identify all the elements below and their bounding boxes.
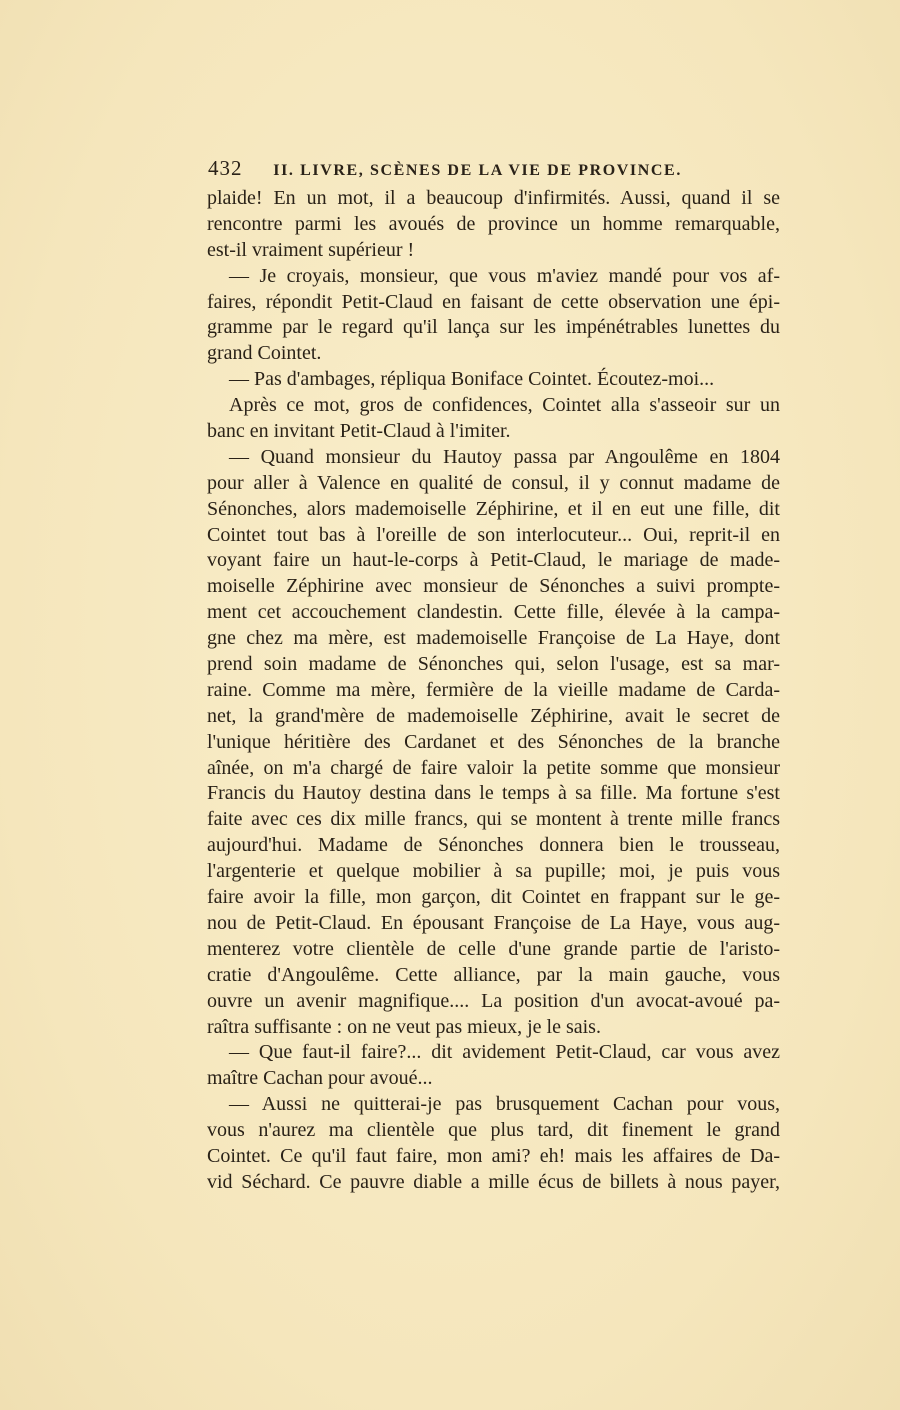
- paragraph: [207, 264, 780, 368]
- text-line: — Que faut-il faire?... dit avidement Petit-Claud, car vous avez: [229, 1041, 780, 1064]
- text-line: l'unique héritière des Cardanet et des Sénonches de la branche: [207, 730, 780, 753]
- paragraph: [207, 1040, 780, 1092]
- paragraph: [207, 393, 780, 445]
- text-line: faires, répondit Petit-Claud en faisant de cette observation une épi-: [207, 290, 780, 313]
- text-line: — Aussi ne quitterai-je pas brusquement Cachan pour vous,: [229, 1093, 780, 1116]
- running-header: [208, 156, 728, 182]
- text-line: Francis du Hautoy destina dans le temps à sa fille. Ma fortune s'est: [207, 782, 780, 805]
- paragraph: [207, 1092, 780, 1196]
- text-line: raîtra suffisante : on ne veut pas mieux, je le sais.: [207, 1015, 601, 1038]
- text-line: gne chez ma mère, est mademoiselle Françoise de La Haye, dont: [207, 627, 780, 650]
- text-line: aînée, on m'a chargé de faire valoir la petite somme que monsieur: [207, 756, 780, 779]
- text-line: voyant faire un haut-le-corps à Petit-Claud, le mariage de made-: [207, 549, 780, 572]
- running-title: II. LIVRE, SCÈNES DE LA VIE DE PROVINCE.: [273, 162, 682, 179]
- text-line: net, la grand'mère de mademoiselle Zéphirine, avait le secret de: [207, 704, 780, 727]
- text-line: Cointet tout bas à l'oreille de son interlocuteur... Oui, reprit-il en: [207, 523, 780, 546]
- text-line: vous n'aurez ma clientèle que plus tard, dit finement le grand: [207, 1119, 780, 1142]
- text-line: prend soin madame de Sénonches qui, selon l'usage, est sa mar-: [207, 653, 780, 676]
- text-line: gramme par le regard qu'il lança sur les impénétrables lunettes du: [207, 316, 780, 339]
- text-line: — Je croyais, monsieur, que vous m'aviez mandé pour vos af-: [229, 264, 780, 287]
- text-line: — Pas d'ambages, répliqua Boniface Cointet. Écoutez-moi...: [229, 368, 715, 391]
- text-line: vid Séchard. Ce pauvre diable a mille écus de billets à nous payer,: [207, 1170, 780, 1193]
- text-line: cratie d'Angoulême. Cette alliance, par la main gauche, vous: [207, 963, 780, 986]
- text-line: Sénonches, alors mademoiselle Zéphirine, et il en eut une fille, dit: [207, 497, 780, 520]
- text-line: ouvre un avenir magnifique.... La position d'un avocat-avoué pa-: [207, 989, 780, 1012]
- text-line: raine. Comme ma mère, fermière de la vieille madame de Carda-: [207, 678, 780, 701]
- text-line: Après ce mot, gros de confidences, Cointet alla s'asseoir sur un: [229, 394, 780, 417]
- text-line: nou de Petit-Claud. En épousant Françoise de La Haye, vous aug-: [207, 911, 780, 934]
- text-line: rencontre parmi les avoués de province un homme remarquable,: [207, 212, 780, 235]
- text-line: ment cet accouchement clandestin. Cette fille, élevée à la campa-: [207, 601, 780, 624]
- text-line: menterez votre clientèle de celle d'une grande partie de l'aristo-: [207, 937, 780, 960]
- paragraph: [207, 445, 780, 1040]
- paragraph: [207, 186, 780, 264]
- text-line: — Quand monsieur du Hautoy passa par Angoulême en 1804: [229, 445, 780, 468]
- text-line: moiselle Zéphirine avec monsieur de Sénonches a suivi prompte-: [207, 575, 780, 598]
- text-line: faite avec ces dix mille francs, qui se montent à trente mille francs: [207, 808, 780, 831]
- text-line: est-il vraiment supérieur !: [207, 238, 415, 261]
- text-line: banc en invitant Petit-Claud à l'imiter.: [207, 420, 511, 443]
- text-line: faire avoir la fille, mon garçon, dit Cointet en frappant sur le ge-: [207, 886, 780, 909]
- text-line: maître Cachan pour avoué...: [207, 1067, 433, 1090]
- page-body-text: [207, 186, 780, 1196]
- text-line: l'argenterie et quelque mobilier à sa pupille; moi, je puis vous: [207, 860, 780, 883]
- text-line: grand Cointet.: [207, 342, 322, 365]
- text-line: plaide! En un mot, il a beaucoup d'infirmités. Aussi, quand il se: [207, 187, 780, 209]
- text-line: Cointet. Ce qu'il faut faire, mon ami? eh! mais les affaires de Da-: [207, 1144, 780, 1167]
- text-line: pour aller à Valence en qualité de consul, il y connut madame de: [207, 471, 780, 494]
- paragraph: [207, 367, 780, 393]
- text-line: aujourd'hui. Madame de Sénonches donnera bien le trousseau,: [207, 834, 780, 857]
- page-number: 432: [208, 156, 243, 180]
